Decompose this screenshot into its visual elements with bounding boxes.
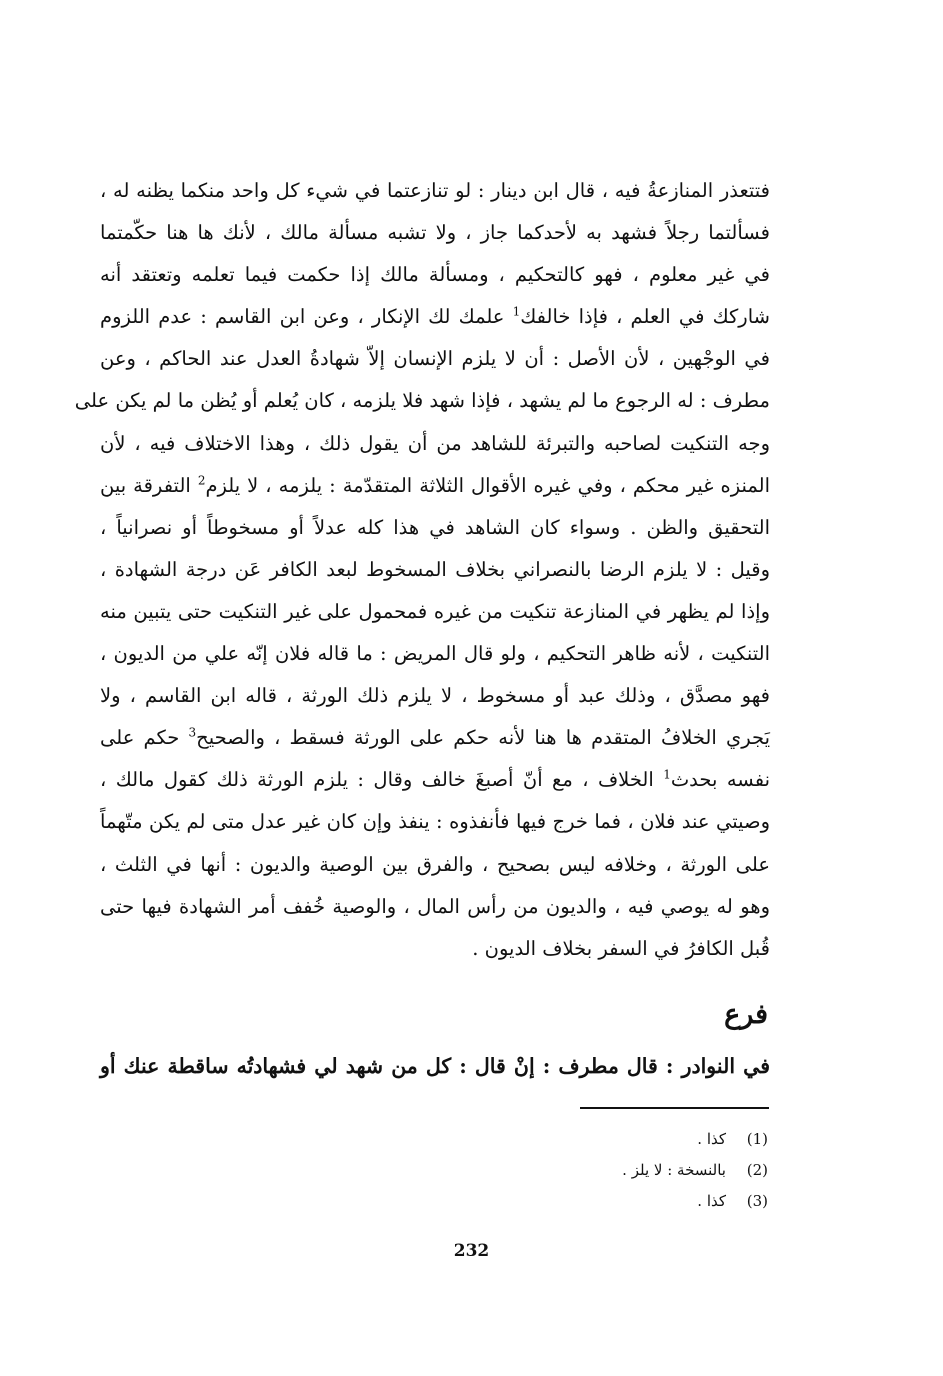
text-line-6: مطرف : له الرجوع ما لم يشهد ، فإذا شهد فلا يلزمه ، كان يُعلم أو يُظن ما لم يكن على	[74, 389, 770, 413]
footnote-1	[468, 1124, 768, 1155]
text-line-7: وجه التنكيت لصاحبه والتبرئة للشاهد من أن يقول ذلك ، وهذا الاختلاف فيه ، لأن	[100, 431, 770, 455]
text-line-5: في الوجْهين ، لأن الأصل : أن لا يلزم الإنسان إلاّ شهادةُ العدل عند الحاكم ، وعن	[100, 347, 770, 371]
text-line-17: على الورثة ، وخلافه ليس بصحيح ، والفرق بين الوصية والديون : أنها في الثلث ،	[100, 852, 770, 876]
footnote-ref-1b: 1	[663, 767, 671, 782]
text-line-4-end: علمك لك الإنكار ، وعن ابن القاسم : عدم اللزوم	[100, 305, 513, 329]
section-heading: فرع	[724, 999, 768, 1030]
text-line-2: فسألتما رجلاً فشهد به لأحدكما جاز ، ولا تشبه مسألة مالك ، لأنك ها هنا حكّمتما	[100, 221, 770, 245]
text-line-10: وقيل : لا يلزم الرضا بالنصراني بخلاف المسخوط لبعد الكافر عَن درجة الشهادة ،	[100, 557, 770, 581]
text-line-15-end: الخلاف ، مع أنّ أصبغَ خالف وقال : يلزم الورثة ذلك كقول مالك ،	[100, 768, 664, 792]
text-line-15	[100, 759, 770, 801]
footnotes	[468, 1124, 768, 1217]
text-line-18: وهو له يوصي فيه ، والديون من رأس المال ، والوصية خُفف أمر الشهادة فيها حتى	[100, 894, 770, 918]
nawadir-line: في النوادر : قال مطرف : إنْ قال : كل من شهد لي فشهادتُه ساقطة عنك أو	[100, 1054, 770, 1078]
footnote-3	[468, 1186, 768, 1217]
text-line-14-end: حكم على	[100, 726, 189, 750]
text-line-4-start: شاركك في العلم ، فإذا خالفك	[520, 305, 770, 329]
text-line-14-start: يَجري الخلافُ المتقدم ها هنا لأنه حكم على الورثة فسقط ، والصحيح	[196, 726, 770, 750]
footnote-2	[468, 1155, 768, 1186]
footnote-number: (2)	[746, 1161, 768, 1179]
footnote-ref-3: 3	[188, 725, 197, 740]
text-line-8	[100, 465, 770, 507]
main-text-block	[74, 170, 770, 970]
text-line-13: فهو مصدَّق ، وذلك عبد أو مسخوط ، لا يلزم ذلك الورثة ، قاله ابن القاسم ، ولا	[100, 684, 770, 708]
footnote-text: كذا .	[697, 1130, 726, 1148]
footnote-divider	[580, 1107, 769, 1109]
footnote-text: بالنسخة : لا يلز .	[622, 1161, 726, 1179]
text-line-8-start: المنزه غير محكم ، وفي غيره الأقوال الثلاثة المتقدّمة : يلزمه ، لا يلزم	[205, 473, 770, 497]
text-line-12: التنكيت ، لأنه ظاهر التحكيم ، ولو قال المريض : ما قاله فلان إنّه علي من الديون ،	[100, 642, 770, 666]
text-line-9: التحقيق والظن . وسواء كان الشاهد في هذا كله عدلاً أو مسخوطاً أو نصرانياً ،	[100, 515, 770, 539]
text-line-15-start: نفسه بحدث	[670, 768, 770, 792]
footnote-ref-2: 2	[197, 473, 206, 488]
footnote-ref-1: 1	[512, 304, 521, 319]
text-line-19: قُبل الكافرُ في السفر بخلاف الديون .	[472, 936, 770, 960]
text-line-8-end: التفرقة بين	[100, 473, 198, 497]
page-number: 232	[453, 1241, 490, 1261]
text-line-4	[100, 296, 770, 338]
text-line-11: وإذا لم يظهر في المنازعة تنكيت من غيره فمحمول على غير التنكيت حتى يتبين منه	[100, 599, 770, 623]
text-line-1: فتتعذر المنازعةُ فيه ، قال ابن دينار : لو تنازعتما في شيء كل واحد منكما يظنه له ،	[100, 179, 770, 202]
text-line-14	[100, 717, 770, 759]
footnote-number: (1)	[746, 1130, 768, 1148]
text-line-3: في غير معلوم ، فهو كالتحكيم ، ومسألة مالك إذا حكمت فيما تعلمه وتعتقد أنه	[100, 263, 770, 287]
footnote-number: (3)	[746, 1192, 768, 1210]
text-line-16: وصيتي عند فلان ، فما خرج فيها فأنفذوه : ينفذ وإن كان غير عدل متى لم يكن متّهماً	[100, 810, 770, 834]
footnote-text: كذا .	[697, 1192, 726, 1210]
